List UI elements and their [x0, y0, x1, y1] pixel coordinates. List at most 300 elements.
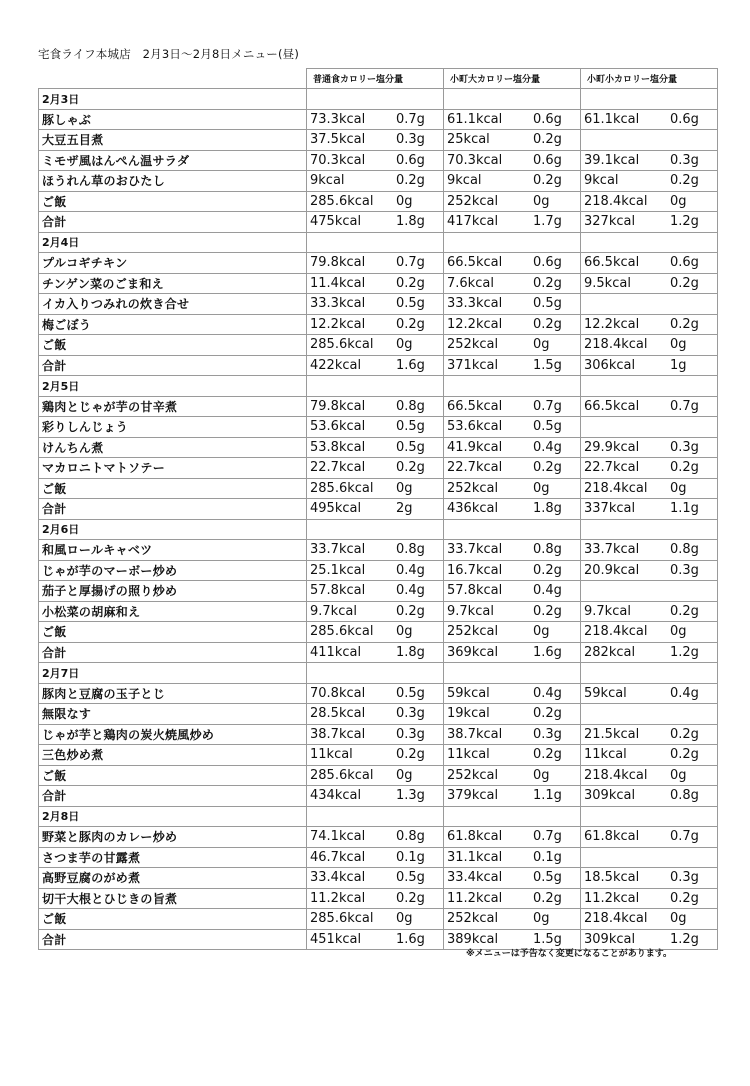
salt-value: 0g	[533, 911, 550, 927]
document-title: 宅食ライフ本城店 2月3日〜2月8日メニュー(昼)	[38, 47, 300, 61]
nutrition-cell	[307, 335, 444, 356]
nutrition-cell	[581, 150, 718, 171]
calorie-value: 285.6kcal	[310, 337, 374, 353]
nutrition-cell	[581, 273, 718, 294]
nutrition-cell	[307, 437, 444, 458]
nutrition-cell	[444, 294, 581, 315]
menu-item-row	[39, 847, 718, 868]
calorie-value: 33.3kcal	[310, 296, 366, 312]
calorie-value: 9kcal	[310, 173, 345, 189]
nutrition-cell	[307, 109, 444, 130]
nutrition-cell	[444, 704, 581, 725]
menu-item-row	[39, 335, 718, 356]
nutrition-cell	[444, 827, 581, 848]
salt-value: 0.6g	[533, 111, 562, 127]
nutrition-cell	[307, 458, 444, 479]
salt-value: 0.4g	[670, 685, 699, 701]
calorie-value: 11.4kcal	[310, 275, 366, 291]
menu-item-row	[39, 294, 718, 315]
salt-value: 0.2g	[533, 706, 562, 722]
salt-value: 0.2g	[533, 603, 562, 619]
salt-value: 0.5g	[396, 685, 425, 701]
nutrition-cell	[307, 745, 444, 766]
nutrition-cell	[307, 294, 444, 315]
calorie-value: 21.5kcal	[584, 726, 640, 742]
salt-value: 0g	[533, 624, 550, 640]
calorie-value: 417kcal	[447, 214, 499, 230]
salt-value: 0.4g	[396, 562, 425, 578]
salt-value: 0g	[396, 480, 413, 496]
nutrition-cell	[444, 335, 581, 356]
salt-value: 0.3g	[396, 706, 425, 722]
dish-name: ご飯	[39, 909, 307, 930]
nutrition-cell	[444, 253, 581, 274]
salt-value: 0g	[533, 767, 550, 783]
calorie-value: 22.7kcal	[447, 460, 503, 476]
salt-value: 1.7g	[533, 214, 562, 230]
nutrition-cell	[581, 253, 718, 274]
nutrition-cell	[444, 212, 581, 233]
salt-value: 1.5g	[533, 931, 562, 947]
calorie-value: 66.5kcal	[584, 398, 640, 414]
calorie-value: 31.1kcal	[447, 849, 503, 865]
calorie-value: 337kcal	[584, 501, 636, 517]
salt-value: 0.1g	[533, 849, 562, 865]
nutrition-cell	[581, 499, 718, 520]
menu-item-row	[39, 560, 718, 581]
salt-value: 1.8g	[396, 214, 425, 230]
nutrition-cell	[581, 683, 718, 704]
dish-name: 彩りしんじょう	[39, 417, 307, 438]
nutrition-cell	[581, 888, 718, 909]
salt-value: 0g	[670, 337, 687, 353]
salt-value: 1g	[670, 357, 687, 373]
menu-item-row	[39, 109, 718, 130]
salt-value: 0g	[533, 480, 550, 496]
salt-value: 0.2g	[396, 460, 425, 476]
salt-value: 0.2g	[670, 460, 699, 476]
calorie-value: 252kcal	[447, 911, 499, 927]
salt-value: 0g	[670, 193, 687, 209]
nutrition-cell	[444, 847, 581, 868]
date-row-empty-cell	[581, 663, 718, 684]
date-label: 2月3日	[39, 89, 307, 110]
salt-value: 0.8g	[396, 829, 425, 845]
nutrition-cell	[307, 888, 444, 909]
salt-value: 0.2g	[396, 275, 425, 291]
salt-value: 0.5g	[533, 419, 562, 435]
dish-name: ご飯	[39, 191, 307, 212]
salt-value: 0.2g	[670, 173, 699, 189]
calorie-value: 369kcal	[447, 644, 499, 660]
calorie-value: 309kcal	[584, 788, 636, 804]
calorie-value: 11.2kcal	[447, 890, 503, 906]
calorie-value: 252kcal	[447, 767, 499, 783]
calorie-value: 11kcal	[310, 747, 353, 763]
salt-value: 0.3g	[670, 870, 699, 886]
salt-value: 0g	[396, 337, 413, 353]
calorie-value: 59kcal	[447, 685, 490, 701]
salt-value: 0.2g	[533, 747, 562, 763]
nutrition-cell	[307, 499, 444, 520]
calorie-value: 285.6kcal	[310, 911, 374, 927]
calorie-value: 38.7kcal	[447, 726, 503, 742]
calorie-value: 41.9kcal	[447, 439, 503, 455]
salt-value: 0.7g	[533, 398, 562, 414]
calorie-value: 475kcal	[310, 214, 362, 230]
calorie-value: 19kcal	[447, 706, 490, 722]
salt-value: 1.6g	[396, 357, 425, 373]
salt-value: 0g	[670, 767, 687, 783]
nutrition-cell	[307, 478, 444, 499]
total-label: 合計	[39, 642, 307, 663]
nutrition-cell	[581, 314, 718, 335]
salt-value: 0.6g	[670, 111, 699, 127]
calorie-value: 12.2kcal	[310, 316, 366, 332]
salt-value: 0.3g	[670, 562, 699, 578]
salt-value: 0g	[533, 337, 550, 353]
nutrition-cell	[307, 417, 444, 438]
calorie-value: 218.4kcal	[584, 911, 648, 927]
date-row-empty-cell	[444, 806, 581, 827]
nutrition-cell	[307, 560, 444, 581]
salt-value: 0g	[396, 193, 413, 209]
nutrition-cell	[581, 868, 718, 889]
nutrition-cell	[444, 540, 581, 561]
nutrition-cell	[581, 335, 718, 356]
calorie-value: 411kcal	[310, 644, 362, 660]
nutrition-cell	[444, 868, 581, 889]
salt-value: 0g	[396, 911, 413, 927]
nutrition-cell	[444, 909, 581, 930]
salt-value: 0.8g	[533, 542, 562, 558]
dish-name: 和風ロールキャベツ	[39, 540, 307, 561]
nutrition-cell	[307, 253, 444, 274]
menu-item-row	[39, 314, 718, 335]
calorie-value: 57.8kcal	[310, 583, 366, 599]
calorie-value: 9.7kcal	[584, 603, 631, 619]
salt-value: 0g	[670, 911, 687, 927]
menu-item-row	[39, 581, 718, 602]
salt-value: 1.2g	[670, 931, 699, 947]
nutrition-cell	[581, 396, 718, 417]
calorie-value: 218.4kcal	[584, 624, 648, 640]
calorie-value: 379kcal	[447, 788, 499, 804]
dish-name: 梅ごぼう	[39, 314, 307, 335]
nutrition-cell	[307, 581, 444, 602]
dish-name: 三色炒め煮	[39, 745, 307, 766]
calorie-value: 11kcal	[584, 747, 627, 763]
calorie-value: 25.1kcal	[310, 562, 366, 578]
date-label: 2月4日	[39, 232, 307, 253]
nutrition-cell	[581, 601, 718, 622]
calorie-value: 53.6kcal	[447, 419, 503, 435]
date-label: 2月7日	[39, 663, 307, 684]
calorie-value: 46.7kcal	[310, 849, 366, 865]
nutrition-cell	[581, 745, 718, 766]
dish-name: 小松菜の胡麻和え	[39, 601, 307, 622]
salt-value: 1.6g	[396, 931, 425, 947]
nutrition-cell	[581, 109, 718, 130]
calorie-value: 37.5kcal	[310, 132, 366, 148]
calorie-value: 9kcal	[447, 173, 482, 189]
menu-item-row	[39, 253, 718, 274]
footnote: ※メニューは予告なく変更になることがあります。	[466, 949, 673, 959]
calorie-value: 371kcal	[447, 357, 499, 373]
salt-value: 0.5g	[533, 296, 562, 312]
total-label: 合計	[39, 355, 307, 376]
nutrition-cell	[444, 171, 581, 192]
date-row-empty-cell	[444, 376, 581, 397]
salt-value: 1.8g	[396, 644, 425, 660]
dish-name: けんちん煮	[39, 437, 307, 458]
calorie-value: 33.4kcal	[310, 870, 366, 886]
salt-value: 0g	[670, 480, 687, 496]
salt-value: 0.6g	[533, 255, 562, 271]
nutrition-cell	[307, 622, 444, 643]
dish-name: マカロニトマトソテー	[39, 458, 307, 479]
salt-value: 0.7g	[396, 111, 425, 127]
calorie-value: 70.3kcal	[447, 152, 503, 168]
dish-name: 豚しゃぶ	[39, 109, 307, 130]
calorie-value: 306kcal	[584, 357, 636, 373]
nutrition-cell	[581, 294, 718, 315]
salt-value: 0.2g	[396, 890, 425, 906]
nutrition-cell	[444, 150, 581, 171]
dish-name: 茄子と厚揚げの照り炒め	[39, 581, 307, 602]
nutrition-cell	[444, 581, 581, 602]
nutrition-cell	[581, 622, 718, 643]
dish-name: じゃが芋と鶏肉の炭火焼風炒め	[39, 724, 307, 745]
nutrition-cell	[307, 724, 444, 745]
calorie-value: 61.1kcal	[447, 111, 503, 127]
salt-value: 1.8g	[533, 501, 562, 517]
date-row	[39, 89, 718, 110]
header-komachi-small: 小町小カロリー塩分量	[581, 69, 718, 89]
salt-value: 0.2g	[670, 747, 699, 763]
salt-value: 0.4g	[533, 583, 562, 599]
salt-value: 0.2g	[396, 316, 425, 332]
calorie-value: 70.8kcal	[310, 685, 366, 701]
salt-value: 1.6g	[533, 644, 562, 660]
calorie-value: 22.7kcal	[584, 460, 640, 476]
nutrition-cell	[581, 478, 718, 499]
dish-name: ご飯	[39, 478, 307, 499]
nutrition-cell	[444, 130, 581, 151]
nutrition-cell	[307, 314, 444, 335]
date-row	[39, 519, 718, 540]
salt-value: 0g	[396, 767, 413, 783]
calorie-value: 218.4kcal	[584, 480, 648, 496]
salt-value: 0.6g	[396, 152, 425, 168]
nutrition-cell	[581, 417, 718, 438]
dish-name: イカ入りつみれの炊き合せ	[39, 294, 307, 315]
nutrition-cell	[581, 355, 718, 376]
date-row-empty-cell	[581, 89, 718, 110]
nutrition-cell	[444, 765, 581, 786]
nutrition-cell	[444, 683, 581, 704]
dish-name: 鶏肉とじゃが芋の甘辛煮	[39, 396, 307, 417]
calorie-value: 12.2kcal	[584, 316, 640, 332]
salt-value: 0.7g	[533, 829, 562, 845]
nutrition-cell	[581, 130, 718, 151]
date-row-empty-cell	[581, 232, 718, 253]
menu-item-row	[39, 191, 718, 212]
calorie-value: 309kcal	[584, 931, 636, 947]
nutrition-cell	[307, 642, 444, 663]
calorie-value: 252kcal	[447, 193, 499, 209]
calorie-value: 389kcal	[447, 931, 499, 947]
dish-name: チンゲン菜のごま和え	[39, 273, 307, 294]
salt-value: 0.2g	[670, 275, 699, 291]
nutrition-cell	[307, 396, 444, 417]
calorie-value: 20.9kcal	[584, 562, 640, 578]
date-label: 2月5日	[39, 376, 307, 397]
dish-name: さつま芋の甘露煮	[39, 847, 307, 868]
calorie-value: 73.3kcal	[310, 111, 366, 127]
date-row	[39, 663, 718, 684]
nutrition-cell	[444, 724, 581, 745]
dish-name: 高野豆腐のがめ煮	[39, 868, 307, 889]
salt-value: 0.4g	[396, 583, 425, 599]
calorie-value: 25kcal	[447, 132, 490, 148]
nutrition-cell	[307, 355, 444, 376]
salt-value: 0.2g	[533, 460, 562, 476]
salt-value: 0.2g	[396, 603, 425, 619]
menu-item-row	[39, 540, 718, 561]
calorie-value: 61.1kcal	[584, 111, 640, 127]
calorie-value: 18.5kcal	[584, 870, 640, 886]
dish-name: 切干大根とひじきの旨煮	[39, 888, 307, 909]
nutrition-cell	[444, 478, 581, 499]
salt-value: 0.1g	[396, 849, 425, 865]
salt-value: 0.2g	[670, 890, 699, 906]
salt-value: 0.5g	[533, 870, 562, 886]
salt-value: 1.3g	[396, 788, 425, 804]
header-komachi-large: 小町大カロリー塩分量	[444, 69, 581, 89]
salt-value: 0.5g	[396, 439, 425, 455]
date-row	[39, 806, 718, 827]
calorie-value: 38.7kcal	[310, 726, 366, 742]
nutrition-cell	[444, 191, 581, 212]
calorie-value: 33.4kcal	[447, 870, 503, 886]
calorie-value: 74.1kcal	[310, 829, 366, 845]
salt-value: 0.4g	[533, 439, 562, 455]
calorie-value: 28.5kcal	[310, 706, 366, 722]
salt-value: 0.3g	[396, 132, 425, 148]
calorie-value: 252kcal	[447, 624, 499, 640]
salt-value: 1.2g	[670, 644, 699, 660]
calorie-value: 9.7kcal	[310, 603, 357, 619]
menu-item-row	[39, 868, 718, 889]
menu-item-row	[39, 888, 718, 909]
calorie-value: 9.7kcal	[447, 603, 494, 619]
date-label: 2月8日	[39, 806, 307, 827]
nutrition-cell	[444, 109, 581, 130]
calorie-value: 252kcal	[447, 337, 499, 353]
calorie-value: 53.6kcal	[310, 419, 366, 435]
calorie-value: 66.5kcal	[447, 398, 503, 414]
calorie-value: 53.8kcal	[310, 439, 366, 455]
calorie-value: 11.2kcal	[310, 890, 366, 906]
nutrition-cell	[307, 765, 444, 786]
salt-value: 0.5g	[396, 419, 425, 435]
calorie-value: 218.4kcal	[584, 193, 648, 209]
salt-value: 0.2g	[396, 173, 425, 189]
calorie-value: 218.4kcal	[584, 337, 648, 353]
total-row	[39, 786, 718, 807]
salt-value: 0.3g	[670, 439, 699, 455]
calorie-value: 11.2kcal	[584, 890, 640, 906]
nutrition-cell	[581, 642, 718, 663]
total-row	[39, 499, 718, 520]
calorie-value: 29.9kcal	[584, 439, 640, 455]
date-row-empty-cell	[307, 519, 444, 540]
header-blank	[39, 69, 307, 89]
nutrition-cell	[444, 560, 581, 581]
salt-value: 0.2g	[670, 316, 699, 332]
salt-value: 0.2g	[533, 173, 562, 189]
calorie-value: 9kcal	[584, 173, 619, 189]
calorie-value: 285.6kcal	[310, 480, 374, 496]
nutrition-cell	[581, 540, 718, 561]
calorie-value: 282kcal	[584, 644, 636, 660]
nutrition-cell	[307, 909, 444, 930]
nutrition-cell	[444, 622, 581, 643]
menu-item-row	[39, 478, 718, 499]
nutrition-cell	[444, 314, 581, 335]
salt-value: 0.2g	[533, 562, 562, 578]
nutrition-cell	[307, 601, 444, 622]
total-row	[39, 642, 718, 663]
nutrition-cell	[307, 847, 444, 868]
salt-value: 0g	[396, 624, 413, 640]
menu-item-row	[39, 417, 718, 438]
salt-value: 0.7g	[670, 398, 699, 414]
calorie-value: 33.7kcal	[584, 542, 640, 558]
salt-value: 0.8g	[670, 788, 699, 804]
menu-item-row	[39, 273, 718, 294]
salt-value: 0.4g	[533, 685, 562, 701]
nutrition-cell	[581, 212, 718, 233]
calorie-value: 33.7kcal	[310, 542, 366, 558]
date-row-empty-cell	[581, 806, 718, 827]
nutrition-cell	[444, 888, 581, 909]
date-row-empty-cell	[444, 519, 581, 540]
calorie-value: 33.7kcal	[447, 542, 503, 558]
menu-item-row	[39, 601, 718, 622]
calorie-value: 434kcal	[310, 788, 362, 804]
date-row-empty-cell	[307, 89, 444, 110]
calorie-value: 59kcal	[584, 685, 627, 701]
menu-item-row	[39, 171, 718, 192]
dish-name: 野菜と豚肉のカレー炒め	[39, 827, 307, 848]
nutrition-cell	[307, 929, 444, 950]
nutrition-cell	[581, 765, 718, 786]
total-label: 合計	[39, 499, 307, 520]
menu-item-row	[39, 622, 718, 643]
menu-item-row	[39, 396, 718, 417]
date-row-empty-cell	[307, 376, 444, 397]
menu-item-row	[39, 909, 718, 930]
calorie-value: 451kcal	[310, 931, 362, 947]
calorie-value: 66.5kcal	[584, 255, 640, 271]
menu-item-row	[39, 765, 718, 786]
dish-name: 無限なす	[39, 704, 307, 725]
calorie-value: 57.8kcal	[447, 583, 503, 599]
salt-value: 1.2g	[670, 214, 699, 230]
nutrition-cell	[307, 683, 444, 704]
